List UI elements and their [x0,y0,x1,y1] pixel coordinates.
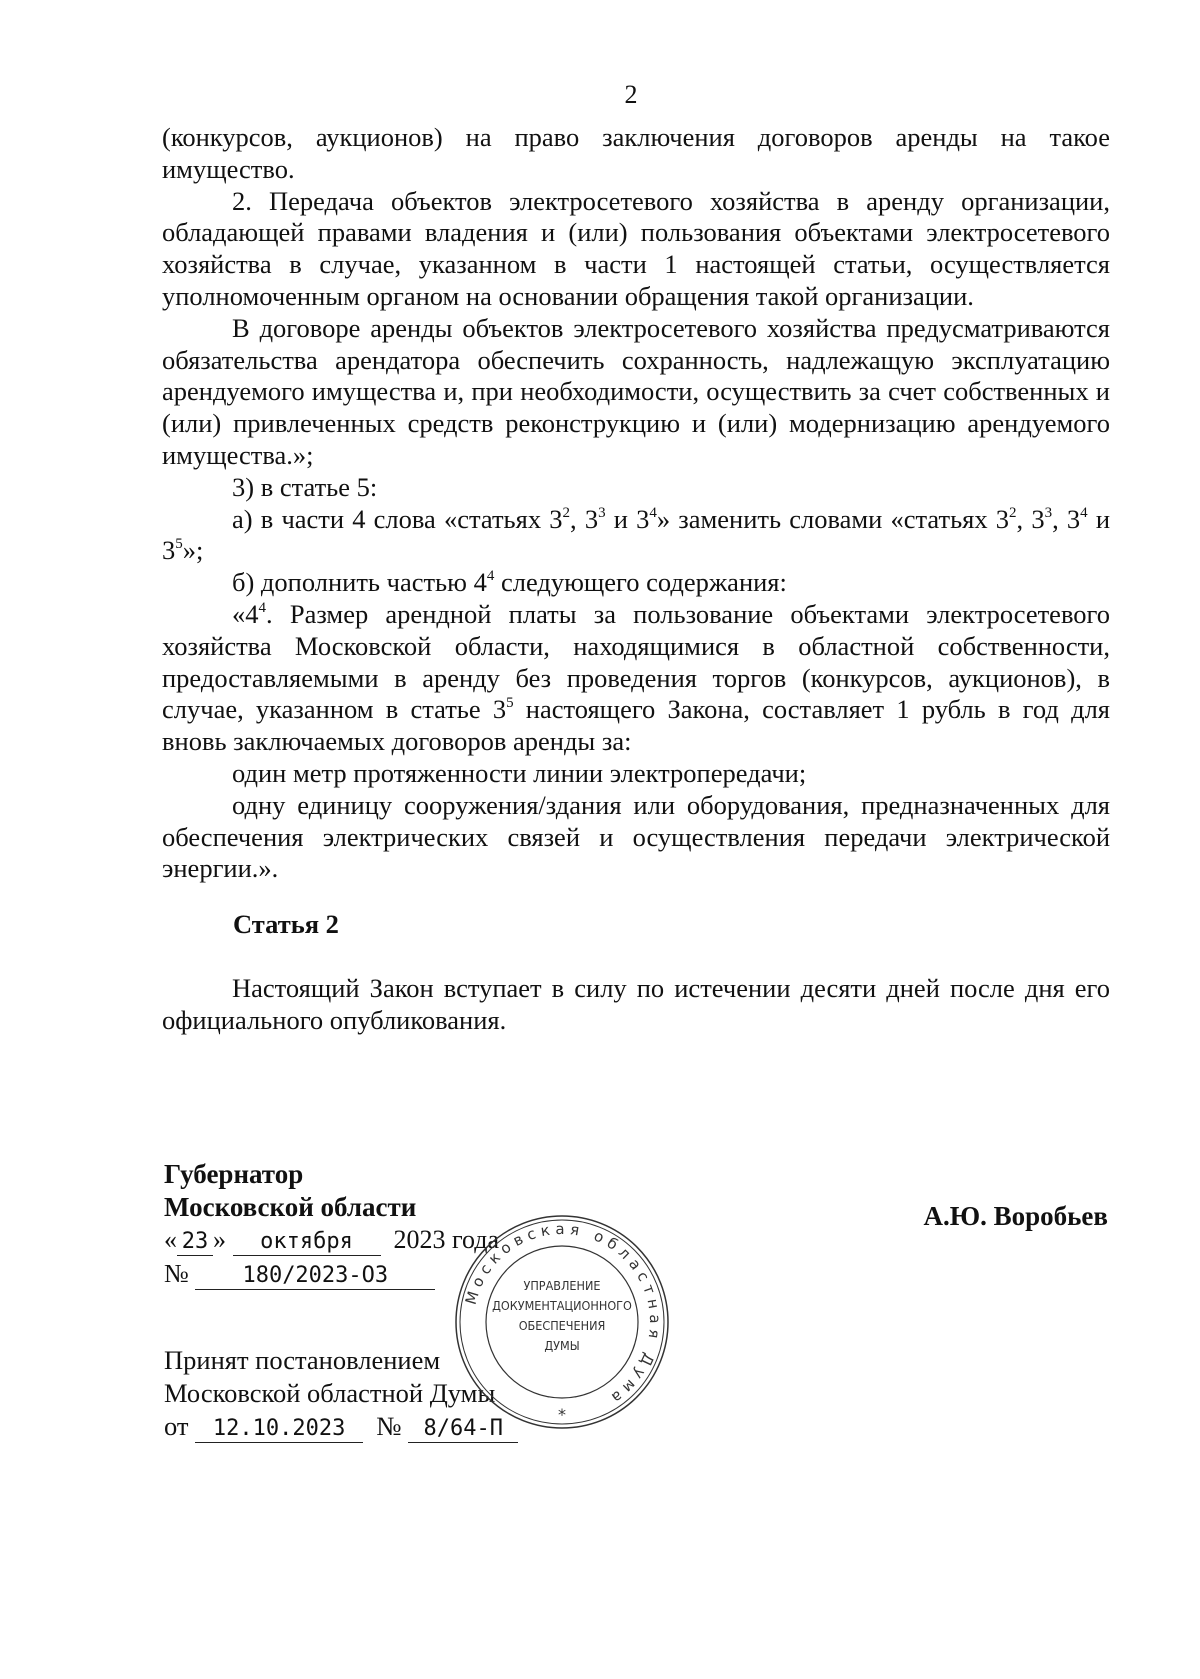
stamp-star-icon: * [558,1405,566,1424]
paragraph: один метр протяженности линии электропередачи; [232,757,807,788]
signing-month: октября [233,1229,381,1256]
paragraph-amendment-b [162,567,1110,599]
stamp-center-line-1: УПРАВЛЕНИЕ [523,1278,601,1293]
stamp-center-line-3: ОБЕСПЕЧЕНИЯ [518,1318,606,1333]
text-run: «4 [232,598,259,629]
paragraph: одну единицу сооружения/здания или оборудования, предназначенных для обеспечения электрических связей и осуществления передачи электрической энергии.». [162,789,1110,884]
superscript: 2 [562,504,571,521]
signing-day: 23 [177,1229,213,1256]
law-number-line [164,1258,435,1290]
paragraph: Настоящий Закон вступает в силу по истечении десяти дней после дня его официального опубликования. [162,973,1110,1035]
text-run: . Размер арендной платы за пользование объектами электросетевого хозяйства Московской области, находящимися в областной собственности, предоставляемыми в аренду без проведения торгов (конкурсов, аукционов), в случае, указанном в статье 3 [162,598,1110,725]
governor-title-line-1: Губернатор [164,1159,304,1189]
superscript: 4 [258,599,266,616]
number-sign: № [164,1259,189,1288]
superscript: 5 [506,695,514,712]
signing-date-line [164,1224,499,1256]
stamp-center-line-2: ДОКУМЕНТАЦИОННОГО [492,1298,632,1313]
text-run: следующего содержания: [494,567,787,598]
superscript: 4 [486,568,495,585]
paragraph: 2. Передача объектов электросетевого хозяйства в аренду организации, обладающей правами владения и (или) пользования объектами электросетевого хозяйства в случае, указанном в части 1 настоящей статьи, осуществляется уполномоченным органом на основании обращения такой организации. [162,185,1110,311]
text-run: б) дополнить частью 4 [232,567,487,598]
text-run: , 3 [570,503,599,534]
quote-close: » [213,1225,226,1254]
text-run: настоящего Закона, составляет 1 рубль в год для вновь заключаемых договоров аренды за: [162,694,1110,757]
paragraph: 3) в статье 5: [232,471,378,502]
text-run: и 3 [605,503,650,534]
document-body [162,122,1110,885]
governor-title [164,1158,416,1224]
from-label: от [164,1411,189,1441]
superscript: 4 [1080,504,1088,521]
text-run: , 3 [1016,503,1045,534]
adoption-line-1: Принят постановлением [164,1345,441,1375]
text-run: и 3 [162,503,1110,566]
superscript: 5 [175,536,183,553]
paragraph-part-4-4 [162,599,1110,758]
text-run: , 3 [1052,503,1081,534]
page-number: 2 [624,80,638,109]
article-2-body [162,972,1110,1036]
paragraph: (конкурсов, аукционов) на право заключения договоров аренды на такое имущество. [162,122,1110,184]
number-sign: № [376,1411,402,1441]
adoption-date: 12.10.2023 [195,1416,363,1443]
adoption-number: 8/64-П [408,1416,518,1443]
superscript: 3 [598,504,606,521]
superscript: 3 [1044,504,1053,521]
paragraph-amendment-a [162,504,1110,568]
stamp-ring-textpath: Московская областная Дума [461,1219,665,1410]
governor-title-line-2: Московской области [164,1192,417,1222]
text-run: а) в части 4 слова «статьях 3 [232,503,563,534]
official-stamp [452,1212,672,1432]
text-run: »; [182,535,204,566]
adoption-line-2: Московской областной Думы [164,1378,496,1408]
paragraph: В договоре аренды объектов электросетевого хозяйства предусматриваются обязательства арендатора обеспечить сохранность, надлежащую эксплуатацию арендуемого имущества и, при необходимости, осуществить за счет собственных и (или) привлеченных средств реконструкцию и (или) модернизацию арендуемого имущества.»; [162,312,1110,470]
quote-open: « [164,1225,177,1254]
stamp-ring-text [462,1220,664,1410]
text-run: » заменить словами «статьях 3 [656,503,1010,534]
superscript: 4 [649,504,657,521]
article-2-heading: Статья 2 [233,909,339,939]
law-number: 180/2023-ОЗ [195,1263,435,1290]
signer-name: А.Ю. Воробьев [923,1201,1108,1231]
signing-year: 2023 года [393,1225,500,1254]
stamp-center-line-4: ДУМЫ [544,1338,580,1353]
superscript: 2 [1009,504,1017,521]
